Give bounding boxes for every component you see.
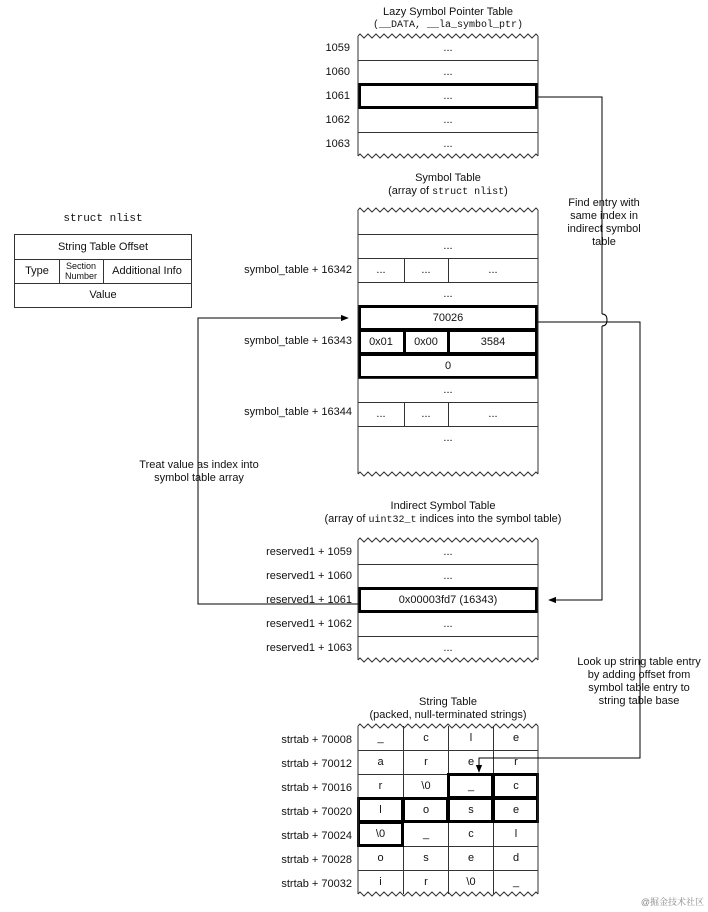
strtab-label: strtab + 70008 — [281, 734, 352, 746]
symtab-entry-value: 0 — [444, 360, 452, 372]
nlist-section-line1: Section — [65, 261, 97, 271]
note-look-up — [570, 656, 708, 708]
struct-nlist-box — [14, 234, 192, 308]
symtab-cell: ... — [443, 384, 453, 396]
strtab-cell: s — [448, 798, 493, 822]
lazy-label: 1063 — [325, 138, 350, 150]
lazy-cell-highlighted: ... — [443, 90, 453, 102]
strtab-highlight-box — [447, 773, 494, 799]
strtab-cell: _ — [493, 870, 538, 894]
note-find-entry — [554, 197, 654, 249]
symtab-entry-box — [447, 329, 538, 355]
lazy-table-title — [358, 6, 538, 32]
symtab-cell: ... — [421, 264, 431, 276]
nlist-additional-info: Additional Info — [112, 265, 182, 277]
symbol-table — [358, 210, 538, 474]
lazy-label: 1061 — [325, 90, 350, 102]
strtab-cell: e — [448, 846, 493, 870]
lazy-cell: ... — [443, 66, 453, 78]
strtab-cell: c — [493, 774, 538, 798]
strtab-cell: l — [448, 726, 493, 750]
strtab-label: strtab + 70020 — [281, 806, 352, 818]
symtab-entry-box — [358, 353, 538, 379]
note-line: Find entry with — [568, 197, 640, 209]
symtab-cell: ... — [376, 264, 386, 276]
nlist-title: struct nlist — [63, 213, 143, 225]
lazy-label: 1062 — [325, 114, 350, 126]
strtab-cell: c — [448, 822, 493, 846]
symtab-cell: ... — [421, 408, 431, 420]
string-table — [358, 726, 538, 894]
indirect-symbol-table — [358, 540, 538, 660]
symtab-label: symbol_table + 16343 — [244, 335, 352, 347]
indirect-label: reserved1 + 1059 — [266, 546, 352, 558]
lazy-cell: ... — [443, 42, 453, 54]
watermark: @掘金技术社区 — [640, 897, 704, 907]
indirect-title-line2 — [310, 513, 576, 527]
indirect-title-code: uint32_t — [368, 515, 417, 526]
strtab-highlight-box — [357, 821, 404, 847]
nlist-section-line2: Number — [64, 271, 97, 281]
strtab-title-line1: String Table — [419, 696, 477, 708]
nlist-section-number — [59, 259, 103, 283]
lazy-symbol-pointer-table — [358, 36, 538, 156]
symtab-entry-additional: 3584 — [480, 336, 506, 348]
strtab-cell: r — [378, 780, 383, 792]
string-table-title — [338, 696, 558, 722]
symtab-title-pre: (array of — [388, 185, 433, 197]
strtab-cell: e — [448, 750, 493, 774]
indirect-title-pre: (array of — [324, 513, 369, 525]
indirect-label: reserved1 + 1060 — [266, 570, 352, 582]
strtab-label: strtab + 70028 — [281, 854, 352, 866]
indirect-cell: ... — [443, 642, 453, 654]
symtab-entry-string-offset: 70026 — [432, 312, 464, 324]
strtab-cell: \0 — [403, 774, 448, 798]
symtab-label: symbol_table + 16342 — [244, 264, 352, 276]
strtab-cell: l — [379, 804, 382, 816]
note-line: string table base — [598, 695, 680, 707]
symtab-title-line1: Symbol Table — [415, 172, 481, 184]
indirect-title-post: indices into the symbol table) — [416, 513, 562, 525]
strtab-highlight-box — [492, 797, 539, 823]
strtab-cell: _ — [403, 822, 448, 846]
strtab-cell: d — [493, 846, 538, 870]
strtab-title-line2: (packed, null-terminated strings) — [369, 709, 527, 721]
strtab-cell: o — [403, 798, 448, 822]
nlist-string-offset: String Table Offset — [57, 241, 149, 253]
strtab-highlight-box — [447, 797, 494, 823]
strtab-cell: \0 — [375, 828, 386, 840]
strtab-label: strtab + 70016 — [281, 782, 352, 794]
strtab-cell: l — [493, 822, 538, 846]
strtab-cell: s — [403, 846, 448, 870]
strtab-highlight-box — [357, 797, 404, 823]
strtab-cell: o — [377, 852, 384, 864]
lazy-label: 1060 — [325, 66, 350, 78]
strtab-cell: c — [403, 726, 448, 750]
strtab-label: strtab + 70012 — [281, 758, 352, 770]
lazy-cell: ... — [443, 114, 453, 126]
lazy-cell: ... — [443, 138, 453, 150]
strtab-label: strtab + 70024 — [281, 830, 352, 842]
note-line: symbol table entry to — [588, 682, 690, 694]
note-line: Look up string table entry — [577, 656, 701, 668]
nlist-type: Type — [25, 265, 49, 277]
indirect-title-line1: Indirect Symbol Table — [390, 500, 496, 512]
symbol-table-title — [348, 172, 548, 199]
lazy-title-line1: Lazy Symbol Pointer Table — [382, 6, 514, 18]
symtab-cell: ... — [443, 240, 453, 252]
symtab-title-post: ) — [504, 185, 508, 197]
symtab-entry-section: 0x00 — [414, 336, 438, 348]
symtab-entry-box — [358, 305, 538, 331]
indirect-highlight-box — [358, 587, 538, 613]
strtab-cell: e — [493, 798, 538, 822]
note-line: symbol table array — [154, 472, 244, 484]
strtab-cell: _ — [377, 732, 384, 744]
lazy-highlight-box — [358, 83, 538, 109]
note-line: table — [592, 236, 616, 248]
indirect-table-title — [310, 500, 576, 527]
connector-hop — [602, 314, 607, 326]
symtab-cell: ... — [443, 432, 453, 444]
strtab-cell: r — [403, 750, 448, 774]
strtab-highlight-box — [402, 797, 449, 823]
nlist-value: Value — [89, 289, 117, 301]
strtab-cell: r — [493, 750, 538, 774]
symtab-cell: ... — [488, 408, 498, 420]
symtab-entry-box — [403, 329, 450, 355]
strtab-cell: a — [377, 756, 384, 768]
symtab-label: symbol_table + 16344 — [244, 406, 352, 418]
indirect-label: reserved1 + 1061 — [266, 594, 352, 606]
note-line: same index in — [570, 210, 638, 222]
symtab-title-code: struct nlist — [432, 187, 505, 198]
symtab-cell: ... — [376, 408, 386, 420]
strtab-cell: e — [493, 726, 538, 750]
strtab-cell: r — [403, 870, 448, 894]
symtab-cell: ... — [443, 288, 453, 300]
lazy-label: 1059 — [325, 42, 350, 54]
strtab-cell: \0 — [448, 870, 493, 894]
indirect-cell-highlighted: 0x00003fd7 (16343) — [398, 594, 498, 606]
indirect-label: reserved1 + 1063 — [266, 642, 352, 654]
symtab-entry-type: 0x01 — [369, 336, 393, 348]
indirect-cell: ... — [443, 618, 453, 630]
symtab-title-line2 — [348, 185, 548, 199]
note-line: indirect symbol — [567, 223, 641, 235]
indirect-cell: ... — [443, 546, 453, 558]
indirect-label: reserved1 + 1062 — [266, 618, 352, 630]
symtab-entry-box — [358, 329, 406, 355]
lazy-title-line2: (__DATA, __la_symbol_ptr) — [372, 20, 524, 31]
symtab-cell: ... — [488, 264, 498, 276]
strtab-highlight-box — [492, 773, 539, 799]
strtab-cell: _ — [448, 774, 493, 798]
strtab-cell: i — [379, 876, 382, 888]
strtab-label: strtab + 70032 — [281, 878, 352, 890]
note-line: Treat value as index into — [139, 459, 259, 471]
indirect-cell: ... — [443, 570, 453, 582]
note-line: by adding offset from — [587, 669, 691, 681]
note-treat-value — [128, 459, 270, 485]
